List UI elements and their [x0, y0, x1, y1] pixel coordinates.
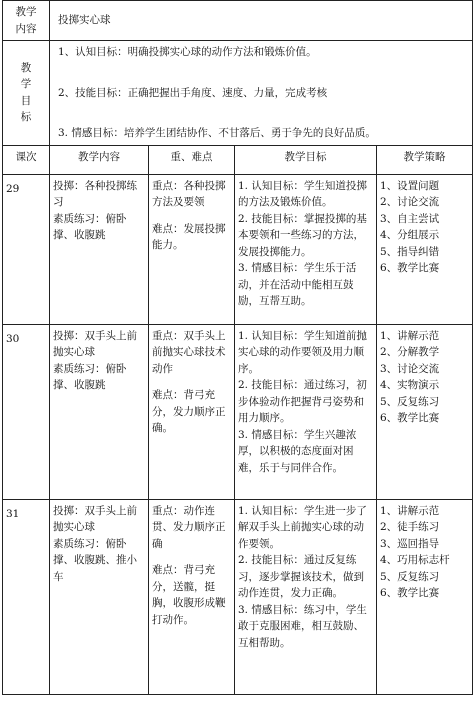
content-item: 投掷：双手头上前抛实心球 [53, 504, 137, 533]
strategy-item: 2、徒手练习 [380, 521, 440, 533]
col-header-strategies: 教学策略 [377, 145, 473, 174]
content-label-line: 教学 [15, 6, 37, 18]
content-item: 素质练习：俯卧撑、收腹跳 [53, 362, 127, 391]
strategy-item: 3、巡回指导 [380, 537, 440, 550]
goal-item: 3. 情感目标：学生兴趣浓厚，以积极的态度面对困难，乐于与同伴合作。 [238, 428, 357, 474]
goal-item: 3. 情感目标：练习中，学生敢于克服困难，相互鼓励、互相帮助。 [238, 603, 367, 649]
lesson-goals [235, 174, 377, 324]
strategy-item: 5、指导纠错 [380, 245, 440, 258]
column-header-row [3, 145, 473, 174]
objectives-cell [50, 41, 473, 146]
lesson-number: 31 [3, 499, 50, 694]
strategy-item: 4、实物演示 [380, 379, 440, 391]
strategy-item: 3、讨论交流 [380, 362, 440, 375]
objective-cognitive: 1、认知目标：明确投掷实心球的动作方法和锻炼价值。 [58, 46, 317, 58]
goal-item: 2. 技能目标：掌握投掷的基本要领和一些练习的方法，发展投掷能力。 [238, 212, 367, 258]
goal-item: 1. 认知目标：学生知道前抛实心球的动作要领及用力顺序。 [238, 329, 367, 375]
content-label-line: 内容 [15, 22, 37, 35]
strategy-item: 5、反复练习 [380, 570, 440, 583]
content-item: 投掷：双手头上前抛实心球 [53, 329, 137, 358]
table-row [3, 324, 473, 499]
strategy-item: 1、讲解示范 [380, 504, 440, 517]
content-title: 投掷实心球 [50, 1, 473, 41]
strategy-item: 4、巧用标志杆 [380, 554, 450, 566]
difficulty-point: 难点：发展投掷能力。 [152, 222, 226, 251]
objectives-label-char: 目 [20, 94, 32, 107]
lesson-content [50, 174, 149, 324]
goal-item: 1. 认知目标：学生知道投掷的方法及锻炼价值。 [238, 179, 367, 208]
objective-affective: 3. 情感目标：培养学生团结协作、不甘落后、勇于争先的良好品质。 [58, 127, 376, 139]
content-label [3, 1, 50, 41]
table-row [3, 174, 473, 324]
goal-item: 3. 情感目标：学生乐于活动，并在活动中能相互鼓励，互帮互助。 [238, 262, 357, 307]
goal-item: 1. 认知目标：学生进一步了解双手头上前抛实心球的动作要领。 [238, 504, 367, 550]
strategy-item: 1、设置问题 [380, 179, 440, 192]
lesson-strategies [377, 174, 473, 324]
strategy-item: 2、分解教学 [380, 346, 440, 358]
objectives-label-char: 教 [20, 61, 32, 74]
col-header-key-points: 重、难点 [149, 145, 235, 174]
table-row [3, 499, 473, 694]
strategy-item: 6、教学比赛 [380, 587, 440, 599]
col-header-lesson: 课次 [3, 145, 50, 174]
difficulty-point: 难点：背弓充分，送髋，挺胸，收腹形成鞭打动作。 [152, 564, 226, 626]
strategy-item: 6、教学比赛 [380, 412, 440, 424]
objectives-label [3, 41, 50, 146]
lesson-number: 30 [3, 324, 50, 499]
content-item: 投掷：各种投掷练习 [53, 179, 137, 208]
lesson-strategies [377, 324, 473, 499]
lesson-content [50, 324, 149, 499]
objectives-label-char: 学 [20, 78, 32, 91]
lesson-plan-table [2, 0, 473, 695]
lesson-key-points [149, 499, 235, 694]
goal-item: 2. 技能目标：通过反复练习，逐步掌握该技术，做到动作连贯，发力正确。 [238, 554, 364, 599]
strategy-item: 2、讨论交流 [380, 196, 440, 208]
lesson-goals [235, 324, 377, 499]
key-point: 重点：各种投掷方法及要领 [152, 179, 226, 208]
content-row [3, 1, 473, 41]
col-header-goals: 教学目标 [235, 145, 377, 174]
content-item: 素质练习：俯卧撑、收腹跳 [53, 212, 127, 241]
lesson-number: 29 [3, 174, 50, 324]
difficulty-point: 难点：背弓充分，发力顺序正确。 [152, 389, 226, 434]
strategy-item: 1、讲解示范 [380, 329, 440, 342]
lesson-key-points [149, 324, 235, 499]
strategy-item: 4、分组展示 [380, 229, 440, 241]
key-point: 重点：动作连贯、发力顺序正确 [152, 504, 226, 550]
lesson-key-points [149, 174, 235, 324]
objective-skill: 2、技能目标：正确把握出手角度、速度、力量，完成考核 [58, 86, 328, 99]
goal-item: 2. 技能目标：通过练习，初步体验动作把握背弓姿势和用力顺序。 [238, 379, 367, 424]
objectives-row [3, 41, 473, 146]
strategy-item: 6、教学比赛 [380, 262, 440, 274]
strategy-item: 5、反复练习 [380, 395, 440, 408]
lesson-goals [235, 499, 377, 694]
col-header-content: 教学内容 [50, 145, 149, 174]
content-item: 素质练习：俯卧撑、收腹跳、推小车 [53, 537, 137, 583]
objectives-label-char: 标 [20, 111, 32, 124]
key-point: 重点：双手头上前抛实心球技术动作 [152, 329, 226, 375]
lesson-content [50, 499, 149, 694]
lesson-strategies [377, 499, 473, 694]
strategy-item: 3、自主尝试 [380, 212, 440, 225]
